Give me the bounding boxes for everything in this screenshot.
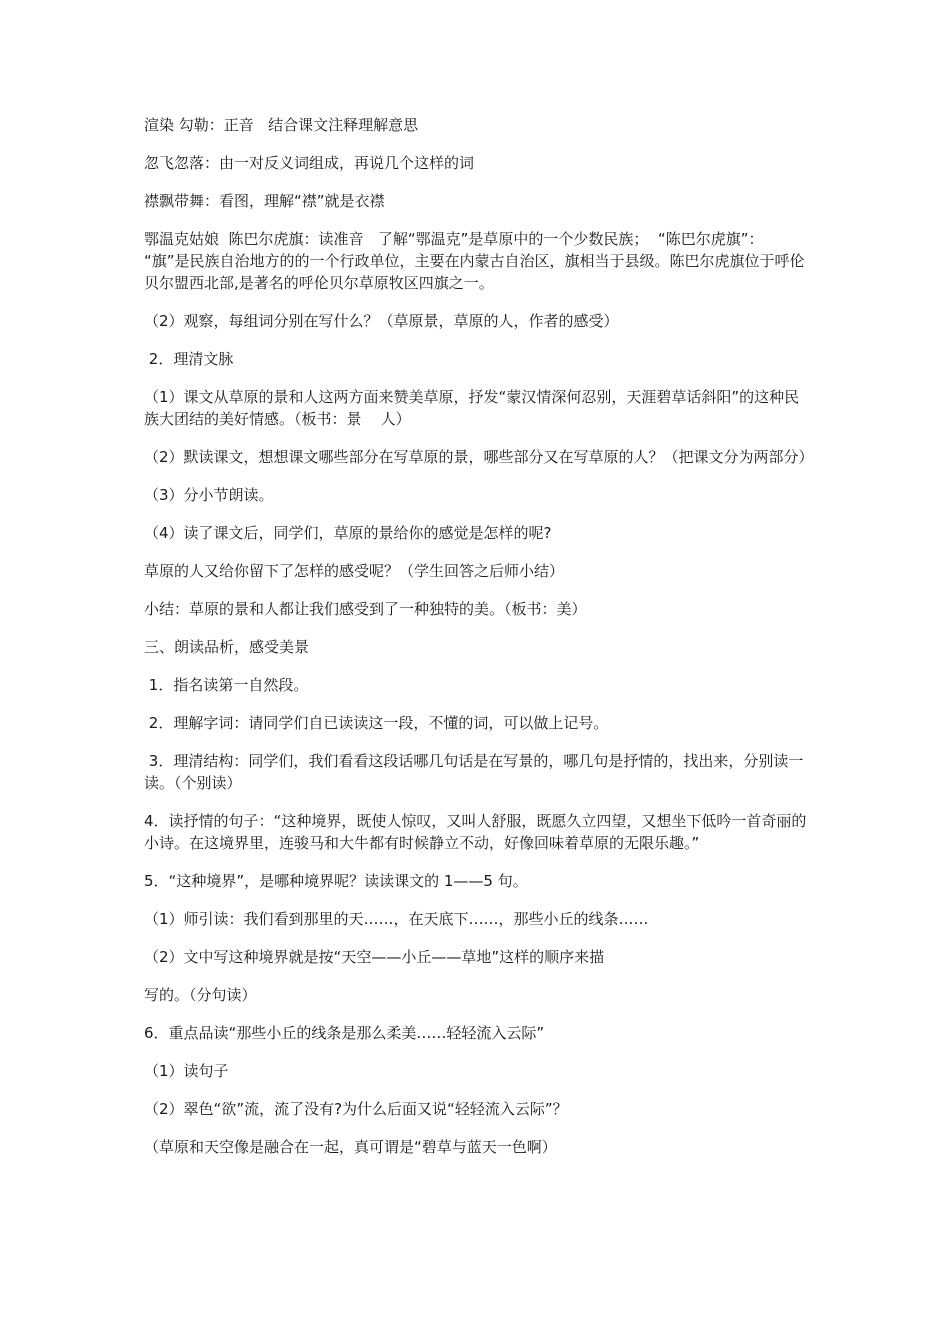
paragraph: 2．理解字词：请同学们自已读读这一段，不懂的词，可以做上记号。 [144, 714, 609, 732]
paragraph: 渲染 勾勒：正音 结合课文注释理解意思 [144, 116, 419, 134]
paragraph: （草原和天空像是融合在一起，真可谓是“碧草与蓝天一色啊） [144, 1138, 557, 1156]
paragraph: （2）观察，每组词分别在写什么？（草原景，草原的人，作者的感受） [144, 312, 619, 330]
paragraph: 4．读抒情的句子：“这种境界，既使人惊叹，又叫人舒服，既愿久立四望，又想坐下低吟一首奇丽的小诗。在这境界里，连骏马和大牛都有时候静立不动，好像回味着草原的无限乐趣。” [144, 812, 807, 852]
paragraph: 写的。（分句读） [144, 986, 257, 1004]
paragraph: （3）分小节朗读。 [144, 486, 274, 504]
paragraph: （2）默读课文，想想课文哪些部分在写草原的景，哪些部分又在写草原的人？（把课文分为两部分） [144, 448, 814, 466]
paragraph: （1）读句子 [144, 1062, 229, 1080]
paragraph: 草原的人又给你留下了怎样的感受呢？（学生回答之后师小结） [144, 562, 565, 580]
paragraph: 襟飘带舞：看图，理解“襟”就是衣襟 [144, 192, 385, 210]
paragraph: 小结：草原的景和人都让我们感受到了一种独特的美。（板书：美） [144, 600, 587, 618]
paragraph: （1）师引读：我们看到那里的天……，在天底下……，那些小丘的线条…… [144, 910, 649, 928]
paragraph: （2）文中写这种境界就是按“天空——小丘——草地”这样的顺序来描 [144, 948, 605, 966]
paragraph: 5．“这种境界”，是哪种境界呢？读读课文的 1——5 句。 [144, 872, 528, 890]
paragraph: （1）课文从草原的景和人这两方面来赞美草原，抒发“蒙汉情深何忍别，天涯碧草话斜阳”的这种民族大团结的美好情感。（板书：景 人） [144, 388, 800, 428]
document-body [144, 114, 814, 1174]
paragraph: 忽飞忽落：由一对反义词组成，再说几个这样的词 [144, 154, 475, 172]
paragraph: （2）翠色“欲”流，流了没有?为什么后面又说“轻轻流入云际”？ [144, 1100, 568, 1118]
paragraph: 1．指名读第一自然段。 [144, 676, 309, 694]
section-heading: 三、朗读品析，感受美景 [144, 638, 310, 656]
paragraph: 3．理清结构：同学们，我们看看这段话哪几句话是在写景的，哪几句是抒情的，找出来，分别读一读。（个别读） [144, 752, 804, 792]
paragraph: 6．重点品读“那些小丘的线条是那么柔美……轻轻流入云际” [144, 1024, 545, 1042]
paragraph: （4）读了课文后，同学们，草原的景给你的感觉是怎样的呢? [144, 524, 552, 542]
paragraph: 2．理清文脉 [144, 350, 234, 368]
paragraph: 鄂温克姑娘 陈巴尔虎旗：读准音 了解“鄂温克”是草原中的一个少数民族； “陈巴尔虎旗”： “旗”是民族自治地方的的一个行政单位，主要在内蒙古自治区，旗相当于县级。陈巴尔虎旗位于呼伦贝尔盟西北部,是著名的呼伦贝尔草原牧区四旗之一。 [144, 230, 805, 292]
